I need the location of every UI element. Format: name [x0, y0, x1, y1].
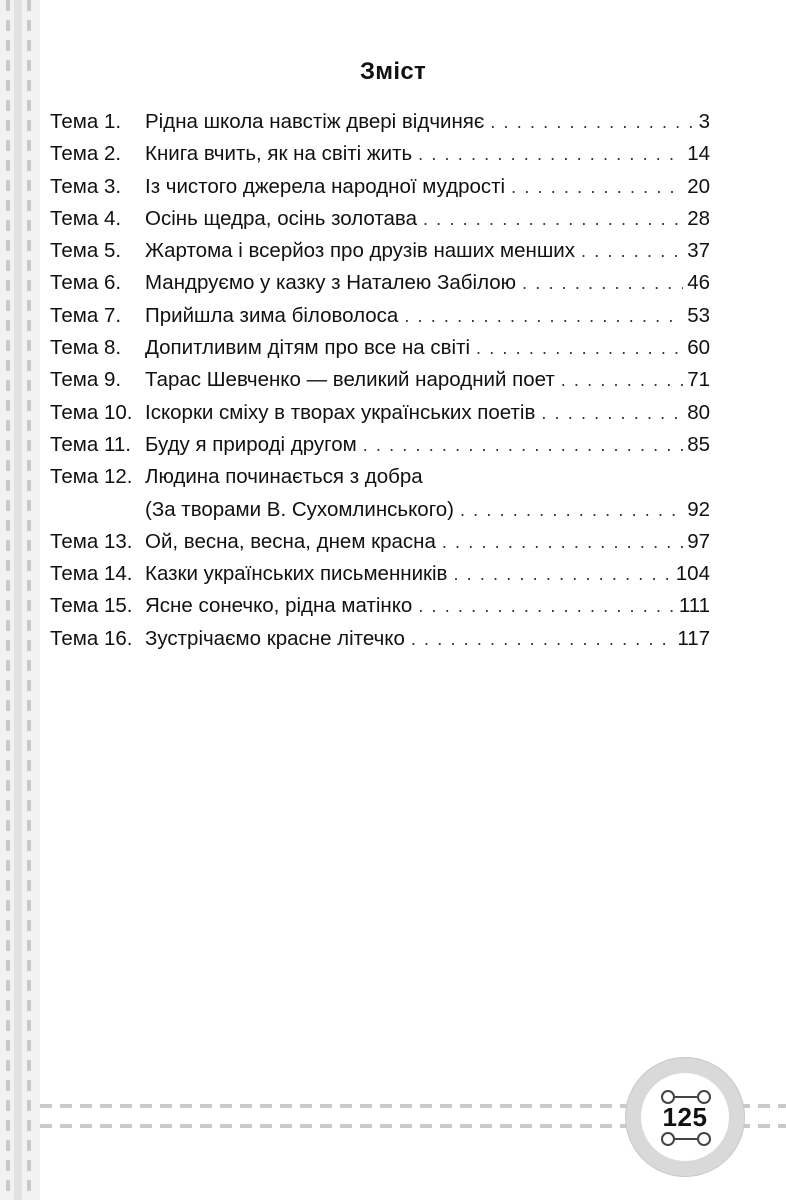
- dot-leader: [418, 590, 675, 622]
- entry-number: Тема 12.: [50, 465, 133, 489]
- toc-entry[interactable]: [50, 461, 710, 493]
- stitch-line: [738, 1104, 786, 1108]
- entry-title: Мандруємо у казку з Наталею Забілою: [145, 271, 517, 295]
- entry-title: Тарас Шевченко — великий народний поет: [145, 368, 555, 392]
- toc-entry[interactable]: [50, 203, 710, 235]
- thread-icon: [673, 1138, 697, 1140]
- entry-page: 20: [687, 174, 710, 198]
- dot-leader: [522, 267, 683, 299]
- dot-leader: [404, 300, 683, 332]
- toc-entry[interactable]: [50, 106, 710, 138]
- entry-number: Тема 8.: [50, 336, 122, 360]
- button-hole-icon: [697, 1132, 711, 1146]
- entry-number: Тема 5.: [50, 239, 122, 263]
- toc-entry[interactable]: [50, 623, 710, 655]
- entry-number: Тема 7.: [50, 303, 122, 327]
- entry-title: Книга вчить, як на світі жить: [145, 142, 413, 166]
- entry-title: Із чистого джерела народної мудрості: [145, 174, 506, 198]
- entry-number: Тема 14.: [50, 562, 133, 586]
- entry-page: 111: [678, 594, 710, 618]
- entry-page: 97: [687, 529, 710, 553]
- toc-entry[interactable]: [50, 171, 710, 203]
- entry-number: Тема 13.: [50, 529, 133, 553]
- entry-title: (За творами В. Сухомлинського): [145, 497, 454, 521]
- entry-number: Тема 3.: [50, 174, 122, 198]
- toc-entry[interactable]: [50, 397, 710, 429]
- toc-entry[interactable]: [50, 364, 710, 396]
- entry-page: 117: [677, 626, 710, 650]
- stitch-line: [738, 1124, 786, 1128]
- entry-title: Іскорки сміху в творах українських поетів: [145, 400, 536, 424]
- page-number: 125: [662, 1102, 708, 1132]
- dot-leader: [418, 138, 683, 170]
- entry-page: 104: [675, 562, 710, 586]
- entry-number: Тема 2.: [50, 142, 122, 166]
- dot-leader: [460, 494, 683, 526]
- table-of-contents: [50, 106, 710, 655]
- entry-title: Людина починається з добра: [145, 465, 423, 489]
- toc-entry[interactable]: [50, 558, 710, 590]
- dot-leader: [511, 171, 683, 203]
- dot-leader: [423, 203, 683, 235]
- dot-leader: [453, 558, 671, 590]
- entry-title: Ясне сонечко, рідна матінко: [145, 594, 413, 618]
- toc-entry[interactable]: [50, 138, 710, 170]
- dot-leader: [442, 526, 683, 558]
- entry-page: 14: [687, 142, 710, 166]
- border-frame: [14, 0, 22, 1200]
- stitch-line: [6, 0, 10, 1200]
- entry-page: 37: [687, 239, 710, 263]
- toc-entry[interactable]: [50, 235, 710, 267]
- entry-number: Тема 16.: [50, 626, 133, 650]
- entry-title: Рідна школа навстіж двері відчиняє: [145, 110, 485, 133]
- toc-entry[interactable]: [50, 590, 710, 622]
- dot-leader: [476, 332, 683, 364]
- dot-leader: [411, 623, 673, 655]
- entry-title: Казки українських письменників: [145, 562, 448, 586]
- dot-leader: [363, 429, 683, 461]
- page-title: Зміст: [359, 58, 427, 85]
- toc-entry[interactable]: [50, 300, 710, 332]
- entry-title: Зустрічаємо красне літечко: [145, 626, 405, 650]
- toc-entry[interactable]: [50, 429, 710, 461]
- entry-page: 3: [698, 110, 710, 133]
- entry-title: Ой, весна, весна, днем красна: [145, 529, 436, 553]
- stitch-line: [40, 1124, 630, 1128]
- dot-leader: [561, 364, 683, 396]
- entry-title: Прийшла зима біловолоса: [145, 303, 399, 327]
- entry-page: 85: [687, 432, 710, 456]
- dot-leader: [581, 235, 683, 267]
- stitch-line: [40, 1104, 630, 1108]
- entry-title: Жартома і всерйоз про друзів наших менших: [145, 239, 575, 263]
- entry-page: 53: [687, 303, 710, 327]
- entry-number: Тема 9.: [50, 368, 122, 392]
- entry-number: Тема 1.: [50, 110, 122, 133]
- entry-title: Буду я природі другом: [145, 432, 357, 456]
- entry-number: Тема 11.: [50, 432, 131, 456]
- toc-entry[interactable]: [50, 526, 710, 558]
- toc-entry[interactable]: [50, 267, 710, 299]
- entry-title: Допитливим дітям про все на світі: [145, 336, 471, 360]
- entry-page: 28: [687, 206, 710, 230]
- entry-number: Тема 6.: [50, 271, 122, 295]
- dot-leader: [541, 397, 683, 429]
- toc-entry[interactable]: [50, 332, 710, 364]
- left-decorative-border: [0, 0, 40, 1200]
- dot-leader: [490, 106, 694, 138]
- entry-number: Тема 4.: [50, 206, 122, 230]
- entry-page: 60: [687, 336, 710, 360]
- entry-number: Тема 15.: [50, 594, 133, 618]
- thread-icon: [673, 1096, 697, 1098]
- entry-page: 46: [687, 271, 710, 295]
- entry-page: 80: [687, 400, 710, 424]
- entry-page: 92: [687, 497, 710, 521]
- entry-page: 71: [687, 368, 710, 392]
- toc-entry-continuation[interactable]: [50, 494, 710, 526]
- page-number-button-badge: [626, 1058, 744, 1176]
- stitch-line: [27, 0, 31, 1200]
- entry-title: Осінь щедра, осінь золотава: [145, 206, 417, 230]
- entry-number: Тема 10.: [50, 400, 133, 424]
